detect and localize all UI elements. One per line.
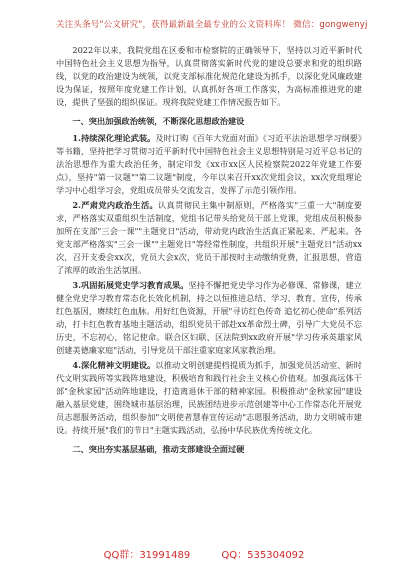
document-body (56, 44, 362, 460)
item-3-paragraph (56, 279, 362, 357)
section-1-heading: 一、突出加强政治统领，不断深化思想政治建设 (72, 116, 245, 126)
footer-qq-group: QQ群：31991489 (103, 550, 191, 561)
item-3-body: 坚持不懈把党史学习作为必修课、常修课，建立健全党史学习教育常态化长效化机制，持之以恒推进总结、学习、教育、宣传，传承红色基因，赓续红色血脉。用好红色资源，开展"寻访红色传奇 追忆初心使命"系列活动，打卡红色教育基地主题活动，组织党员干部赴xx革命烈士碑，引导广大党员不忘历史，不忘初心，铭记使命。联合区妇联、区法院到xx政府开展"学习传承英雄家风创建美德廉家庭"活动，引导党员干部注重家庭家风家教治理。 (56, 280, 362, 355)
item-4-paragraph (56, 359, 362, 437)
item-1-heading: 1.持续深化理论武装。 (72, 133, 156, 143)
footer-contacts (0, 546, 408, 561)
item-2-heading: 2.严肃党内政治生活。 (72, 200, 159, 210)
item-4-heading: 4.深化精神文明建设。 (72, 360, 156, 370)
footer-qq: QQ：535304092 (221, 550, 305, 561)
item-2-body: 认真贯彻民主集中制原则，严格落实"三重一大"制度要求，严格落实双重组织生活制度，党组书记带头给党员干部上党课，党组成员积极参加所在支部"三会一课""主题党日"活动，带动党内政治生活真正紧起来、严起来。各党支部严格落实"三会一课""主题党日"等经常性制度，共组织开展"主题党日"活动xx次，召开支委会xx次，党员大会x次，党员干部按时主动缴纳党费，汇报思想，营造了浓厚的政治生活氛围。 (56, 200, 362, 275)
item-3-heading: 3.巩固拓展党史学习教育成果。 (72, 280, 189, 290)
item-1-paragraph (56, 132, 362, 197)
section-2-heading: 二、突出夯实基层基础，推动支部建设全面过硬 (72, 444, 245, 454)
top-banner: 关注头条号"公文研究"，获得最新最全最专业的公文资料库！ 微信：gongwenyj (56, 20, 368, 30)
item-1-body: 及时订购《百年大党面对面》《习近平法治思想学习纲要》等书籍，坚持把学习贯彻习近平新时代中国特色社会主义思想特别是习近平总书记的法治思想作为重大政治任务，制定印发《xx市xx区人民检察院2022年党建工作要点》，坚持"第一议题""第二议题"制度，今年以来召开xx次党组会议，xx次党组理论学习中心组学习会，党组成员带头交流发言，发挥了示范引领作用。 (56, 133, 362, 195)
item-4-body: 以推动文明创建提档提质为抓手，加强党员活动室、新时代文明实践所等实践阵地建设，积极培育和践行社会主义核心价值观。加强高远体干部"金秋家园"活动阵地建设，打造离退休干部的精神家园。积极推动"金秋家园"建设融入基层党建，围绕城市基层治理，民族团结进步示范创建等中心工作常态化开展党员志愿服务活动，组织参加"文明使者慧春宣传运动"志愿服务活动，助力文明城市建设。持续开展"我们的节日"主题实践活动，弘扬中华民族优秀传统文化。 (56, 360, 362, 435)
item-2-paragraph (56, 199, 362, 277)
intro-paragraph: 2022年以来，我院党组在区委和市检察院的正确领导下，坚持以习近平新时代中国特色社会主义思想为指导，认真贯彻落实新时代党的建设总要求和党的组织路线，以党的政治建设为统领，以党支部标准化规范化建设为抓手，以深化党风廉政建设为保证，按照年度党建工作计划，认真抓好各项工作落实，为高标准推进党的建设，提供了坚强的组织保证。现将我院党建工作情况报告如下。 (56, 45, 362, 107)
